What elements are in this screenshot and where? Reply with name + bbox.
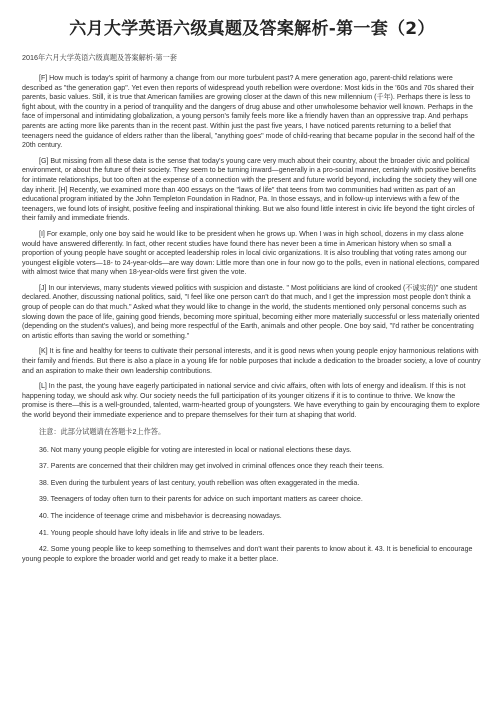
question-40: 40. The incidence of teenage crime and misbehavior is decreasing nowadays. [39,512,282,520]
question-39: 39. Teenagers of today often turn to their parents for advice on such important matters as career choice. [39,496,363,504]
question-41: 41. Young people should have lofty ideals in life and strive to be leaders. [39,529,265,537]
paragraph-l: [L] In the past, the young have eagerly participated in national service and civic affairs, often with lots of energy and idealism. If this is not happening today, we should ask why. Our society needs the full participation of its younger citizens if it is to continue to thrive. We know the promise is there—this is a well-grounded, talented, warm-hearted group of youngsters. We have everything to gain by encouraging them to explore the world beyond their immediate experience and to prepare themselves for their turn at shaping that world. [22,383,480,419]
paragraph-g-h: [G] But missing from all these data is the sense that today's young care very much about their country, about the broader civic and political environment, or about the future of their society. They seem to be turning inward—generally in a pro-social manner, certainly with positive benefits for intimate relationships, but too often at the expense of a connection with the present and future world beyond, including the society they will one day inherit. [H] Recently, we examined more than 400 essays on the "laws of life" that teens from two communities had written as part of an educational program initiated by the John Templeton Foundation in Radnor, Pa. In those essays, and in follow-up interviews with a few of the teenagers, we found lots of insight, positive feeling and inspirational thinking. But we also found little interest in civic life beyond the tight circles of their family and immediate friends. [22,157,477,223]
paragraph-i: [I] For example, only one boy said he would like to be president when he grows up. When I was in high school, dozens in my class alone would have answered differently. In fact, other recent studies have found there has never been a time in American history when so small a proportion of young people have sought or accepted leadership roles in local civic organizations. It is also troubling that voting rates among our youngest eligible voters—18- to 24-year-olds—are way down: Little more than one in four now go to the polls, even in national elections, compared with almost twice that many when 18-year-olds were first given the vote. [22,230,480,277]
paragraph-j: [J] In our interviews, many students viewed politics with suspicion and distaste. " Most politicians are kind of crooked (不诚实的)" one student declared. Another, discussing national politics, said, "I feel like one person can't do that much, and I get the impression most people don't think a group of people can do that much." Asked what they would like to change in the world, the students mentioned only personal concerns such as slowing down the pace of life, gaining good friends, becoming more spiritual, becoming either more materially successful or less materially oriented (depending on the student's values), and being more respectful of the Earth, animals and other people. One boy said, "I'd rather be concentrating on artistic efforts than saving the world or something." [22,284,480,340]
document-subtitle: 2016年六月大学英语六级真题及答案解析-第一套 [22,53,177,62]
question-36: 36. Not many young people eligible for voting are interested in local or national elections these days. [39,446,352,454]
question-42-43: 42. Some young people like to keep something to themselves and don't want their parents to know about it. 43. It is beneficial to encourage young people to explore the broader world and get ready to make it a better place. [22,546,473,563]
question-37: 37. Parents are concerned that their children may get involved in criminal offences once they reach their teens. [39,463,384,471]
question-38: 38. Even during the turbulent years of last century, youth rebellion was often exaggerated in the media. [39,479,360,487]
page-title: 六月大学英语六级真题及答案解析-第一套（2） [69,19,435,39]
answer-note: 注意：此部分试题请在答题卡2上作答。 [39,426,166,436]
paragraph-k: [K] It is fine and healthy for teens to cultivate their personal interests, and it is good news when young people enjoy harmonious relations with their family and friends. But there is also a place in a young life for noble purposes that include a dedication to the broader society, a love of country and an aspiration to make their own leadership contributions. [22,348,481,375]
paragraph-f: [F] How much is today's spirit of harmony a change from our more turbulent past? A mere generation ago, parent-child relations were described as "the generation gap". Yet even then reports of widespread youth rebellion were overdone: Most kids in the '60s and 70s shared their parents, basic values. Still, it is true that American families are growing closer at the dawn of this new millennium (千年). Perhaps there is less to fight about, with the country in a period of tranquility and the dangers of drug abuse and other unwholesome behavior well known. Perhaps in the face of impersonal and intimidating globalization, a young person's family feels more like a friendly haven than an oppressive trap. And perhaps parents are acting more like parents than in the recent past. Within just the past five years, I have noticed parents returning to a belief that teenagers need the guidance of elders rather than the liberal, "anything goes" mode of child-rearing that became popular in the second half of the 20th century. [22,75,475,150]
